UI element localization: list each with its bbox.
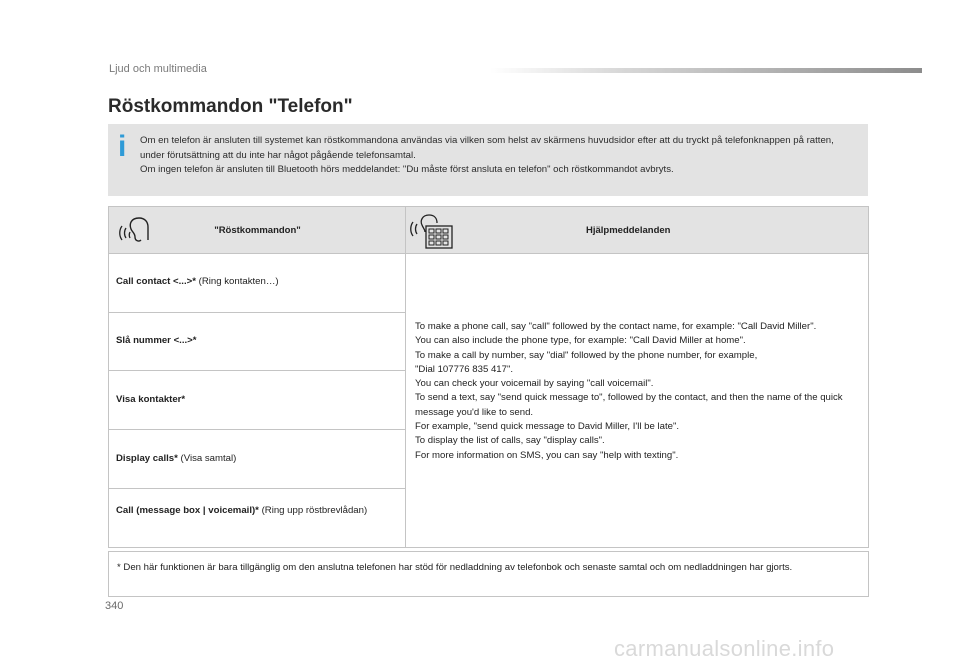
commands-column-header bbox=[109, 207, 406, 254]
help-line: For example, "send quick message to David Miller, I'll be late". bbox=[415, 421, 680, 433]
help-text bbox=[415, 320, 861, 463]
command-row bbox=[109, 430, 406, 489]
command-text bbox=[116, 334, 396, 348]
command-row bbox=[109, 313, 406, 371]
help-line: You can check your voicemail by saying "call voicemail". bbox=[415, 378, 654, 390]
help-line: To display the list of calls, say "display calls". bbox=[415, 435, 605, 447]
commands-column-label: "Röstkommandon" bbox=[214, 225, 301, 236]
help-line: To make a phone call, say "call" followed by the contact name, for example: "Call David Miller". bbox=[415, 321, 817, 332]
help-column-label: Hjälpmeddelanden bbox=[586, 225, 671, 236]
command-name: Call contact <...>* bbox=[116, 276, 196, 287]
page-number: 340 bbox=[105, 600, 124, 612]
voice-command-table bbox=[108, 206, 869, 548]
footnote-text: * Den här funktionen är bara tillgänglig om den anslutna telefonen har stöd för nedladdning av telefonbok och senaste samtal och om nedladdningen har gjorts. bbox=[117, 562, 793, 573]
command-text bbox=[116, 393, 396, 407]
info-box bbox=[108, 124, 868, 196]
command-name: Display calls* bbox=[116, 453, 178, 464]
command-row bbox=[109, 489, 406, 547]
command-name: Slå nummer <...>* bbox=[116, 335, 197, 346]
help-line: For more information on SMS, you can say "help with texting". bbox=[415, 449, 679, 461]
command-text bbox=[116, 504, 396, 518]
help-messages-cell bbox=[406, 254, 868, 547]
help-line: To make a call by number, say "dial" followed by the phone number, for example, bbox=[415, 349, 758, 361]
footnote-box bbox=[108, 551, 869, 597]
command-name: Visa kontakter* bbox=[116, 394, 186, 405]
info-paragraph: Om ingen telefon är ansluten till Bluetooth hörs meddelandet: "Du måste först ansluta en telefon" och röstkommandot avbryts. bbox=[140, 164, 674, 175]
command-text bbox=[116, 452, 396, 466]
info-text bbox=[140, 134, 858, 178]
command-row bbox=[109, 254, 406, 313]
command-hint: (Ring kontakten…) bbox=[195, 276, 279, 287]
help-line: "Dial 107776 835 417". bbox=[415, 363, 514, 375]
command-row bbox=[109, 371, 406, 430]
section-label: Ljud och multimedia bbox=[109, 63, 207, 75]
command-hint: (Ring upp röstbrevlådan) bbox=[258, 505, 368, 516]
page-title: Röstkommandon "Telefon" bbox=[108, 96, 353, 117]
header-rule bbox=[490, 68, 922, 73]
watermark: carmanualsonline.info bbox=[614, 636, 835, 661]
voice-keypad-icon bbox=[409, 212, 455, 250]
help-line: You can also include the phone type, for example: "Call David Miller at home". bbox=[415, 335, 746, 347]
command-hint: (Visa samtal) bbox=[177, 453, 237, 464]
command-text bbox=[116, 275, 396, 289]
help-line: To send a text, say "send quick message to", followed by the contact, and then the name of the quick message you'd like to send. bbox=[415, 392, 843, 418]
info-icon: i bbox=[118, 130, 127, 163]
info-paragraph: Om en telefon är ansluten till systemet kan röstkommandona användas via vilken som helst av skärmens huvudsidor efter att du tryckt på telefonknappen på ratten, under förutsättning att du inte har något pågående telefonsamtal. bbox=[140, 135, 834, 161]
command-name: Call (message box | voicemail)* bbox=[116, 505, 259, 516]
help-column-header bbox=[406, 207, 868, 254]
